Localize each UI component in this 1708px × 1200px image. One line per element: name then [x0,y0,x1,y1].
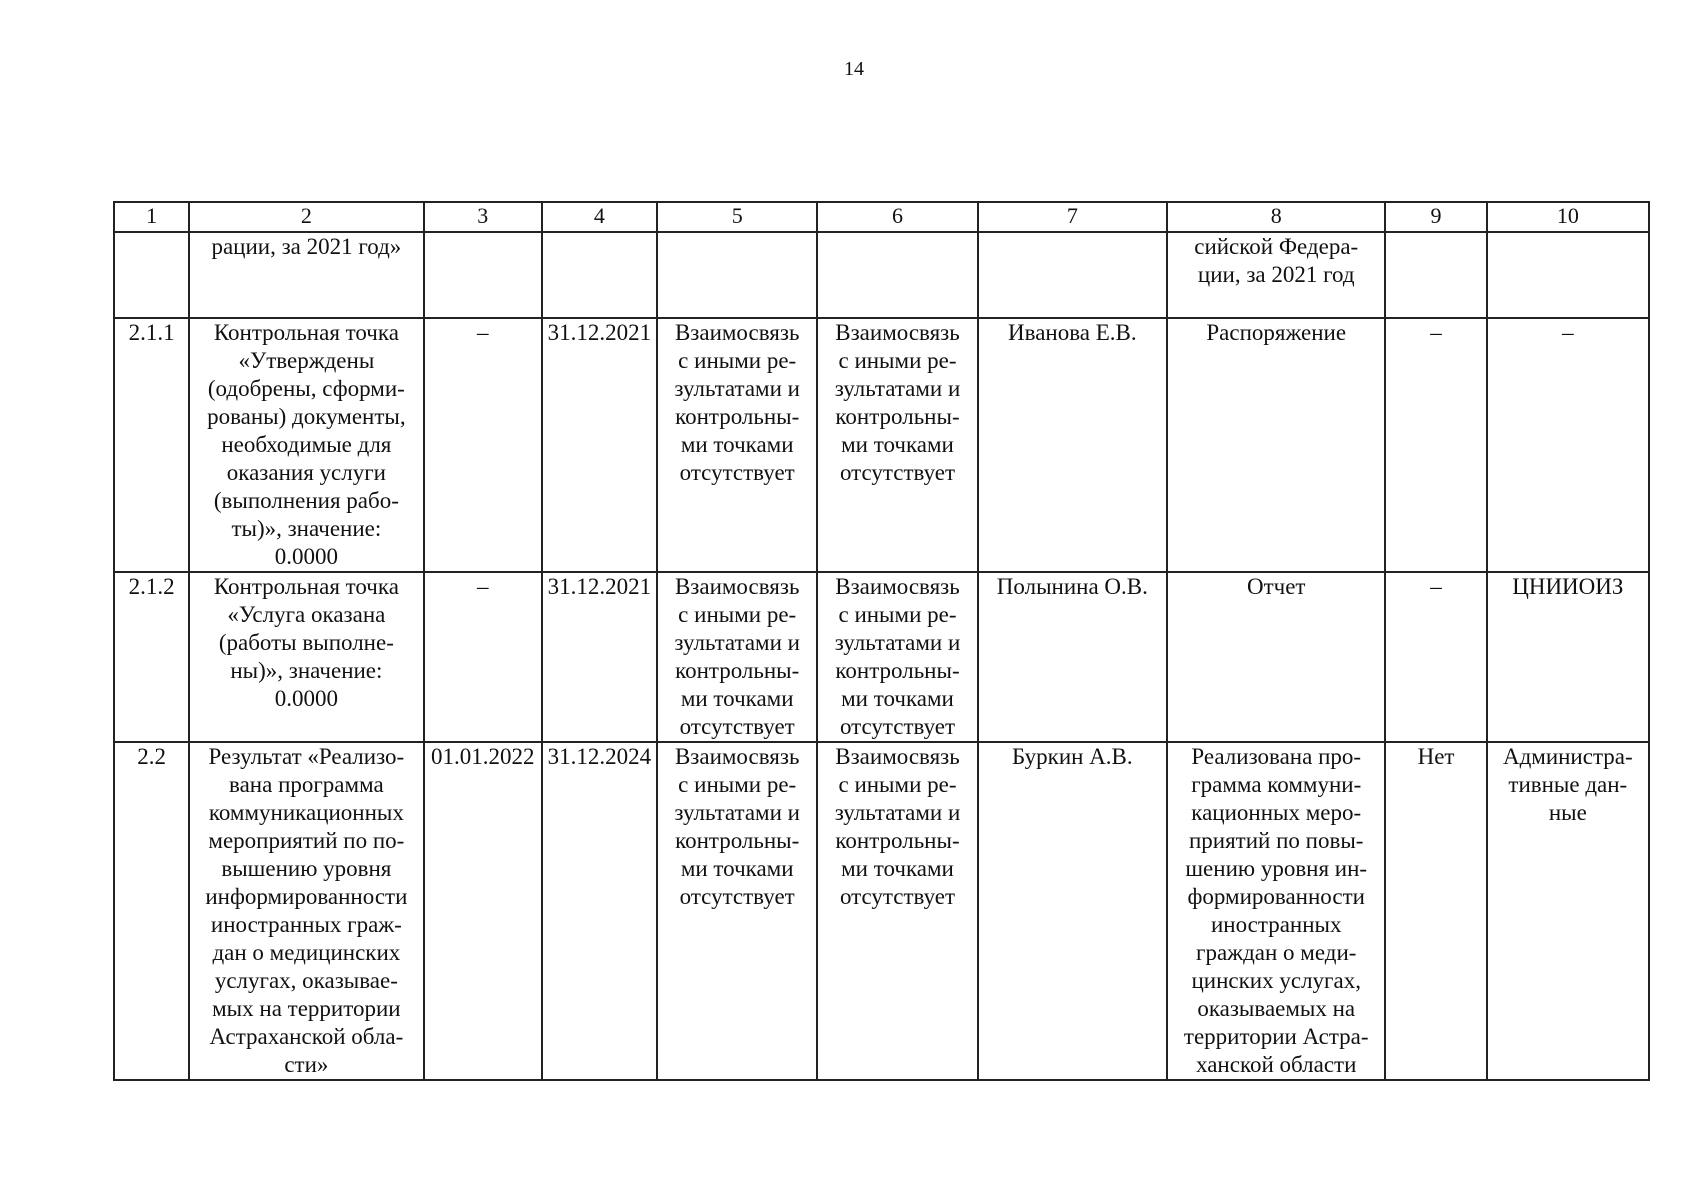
cell-successors: Взаимосвязь с иными ре- зультатами и контрольны- ми точками отсутствует [817,318,977,572]
cell-flag: Нет [1385,742,1486,1080]
cell-info-system [1487,232,1649,318]
cell-name: Результат «Реализо- вана программа коммуникационных мероприятий по по- вышению уровня информированности иностранных граж- дан о медицинских услугах, оказывае- мых на территории Астраханской обла- сти» [189,742,423,1080]
cell-document: Распоряжение [1167,318,1385,572]
cell-predecessors [657,232,817,318]
document-table [113,201,1650,1081]
cell-successors [817,232,977,318]
cell-predecessors: Взаимосвязь с иными ре- зультатами и контрольны- ми точками отсутствует [657,572,817,742]
cell-start-date: 01.01.2022 [424,742,542,1080]
column-number: 5 [657,202,817,232]
column-number: 1 [114,202,189,232]
cell-info-system: Администра- тивные дан- ные [1487,742,1649,1080]
cell-name: Контрольная точка «Услуга оказана (работы выполне- ны)», значение: 0.0000 [189,572,423,742]
column-number: 4 [542,202,657,232]
cell-end-date: 31.12.2021 [542,572,657,742]
cell-start-date: – [424,572,542,742]
cell-flag: – [1385,572,1486,742]
column-number: 6 [817,202,977,232]
table-row [114,318,1649,572]
table-header-row [114,202,1649,232]
cell-responsible: Полынина О.В. [978,572,1167,742]
table-row [114,572,1649,742]
cell-end-date [542,232,657,318]
table-row [114,232,1649,318]
cell-number: 2.2 [114,742,189,1080]
cell-document: Отчет [1167,572,1385,742]
cell-number: 2.1.2 [114,572,189,742]
column-number: 2 [189,202,423,232]
cell-responsible [978,232,1167,318]
cell-name: Контрольная точка «Утверждены (одобрены, сформи- рованы) документы, необходимые для оказания услуги (выполнения рабо- ты)», значение: 0.0000 [189,318,423,572]
cell-number: 2.1.1 [114,318,189,572]
cell-info-system: ЦНИИОИЗ [1487,572,1649,742]
table-row [114,742,1649,1080]
cell-number [114,232,189,318]
cell-successors: Взаимосвязь с иными ре- зультатами и контрольны- ми точками отсутствует [817,742,977,1080]
cell-start-date [424,232,542,318]
column-number: 8 [1167,202,1385,232]
cell-flag [1385,232,1486,318]
cell-responsible: Иванова Е.В. [978,318,1167,572]
column-number: 3 [424,202,542,232]
cell-predecessors: Взаимосвязь с иными ре- зультатами и контрольны- ми точками отсутствует [657,318,817,572]
cell-info-system: – [1487,318,1649,572]
column-number: 9 [1385,202,1486,232]
cell-start-date: – [424,318,542,572]
cell-end-date: 31.12.2024 [542,742,657,1080]
cell-document: сийской Федера- ции, за 2021 год [1167,232,1385,318]
cell-end-date: 31.12.2021 [542,318,657,572]
cell-document: Реализована про- грамма коммуни- кационных меро- приятий по повы- шению уровня ин- формированности иностранных граждан о меди- цинских услугах, оказываемых на территории Астра- ханской области [1167,742,1385,1080]
column-number: 10 [1487,202,1649,232]
cell-name: рации, за 2021 год» [189,232,423,318]
cell-flag: – [1385,318,1486,572]
cell-responsible: Буркин А.В. [978,742,1167,1080]
cell-successors: Взаимосвязь с иными ре- зультатами и контрольны- ми точками отсутствует [817,572,977,742]
cell-predecessors: Взаимосвязь с иными ре- зультатами и контрольны- ми точками отсутствует [657,742,817,1080]
column-number: 7 [978,202,1167,232]
page-number: 14 [844,58,864,80]
